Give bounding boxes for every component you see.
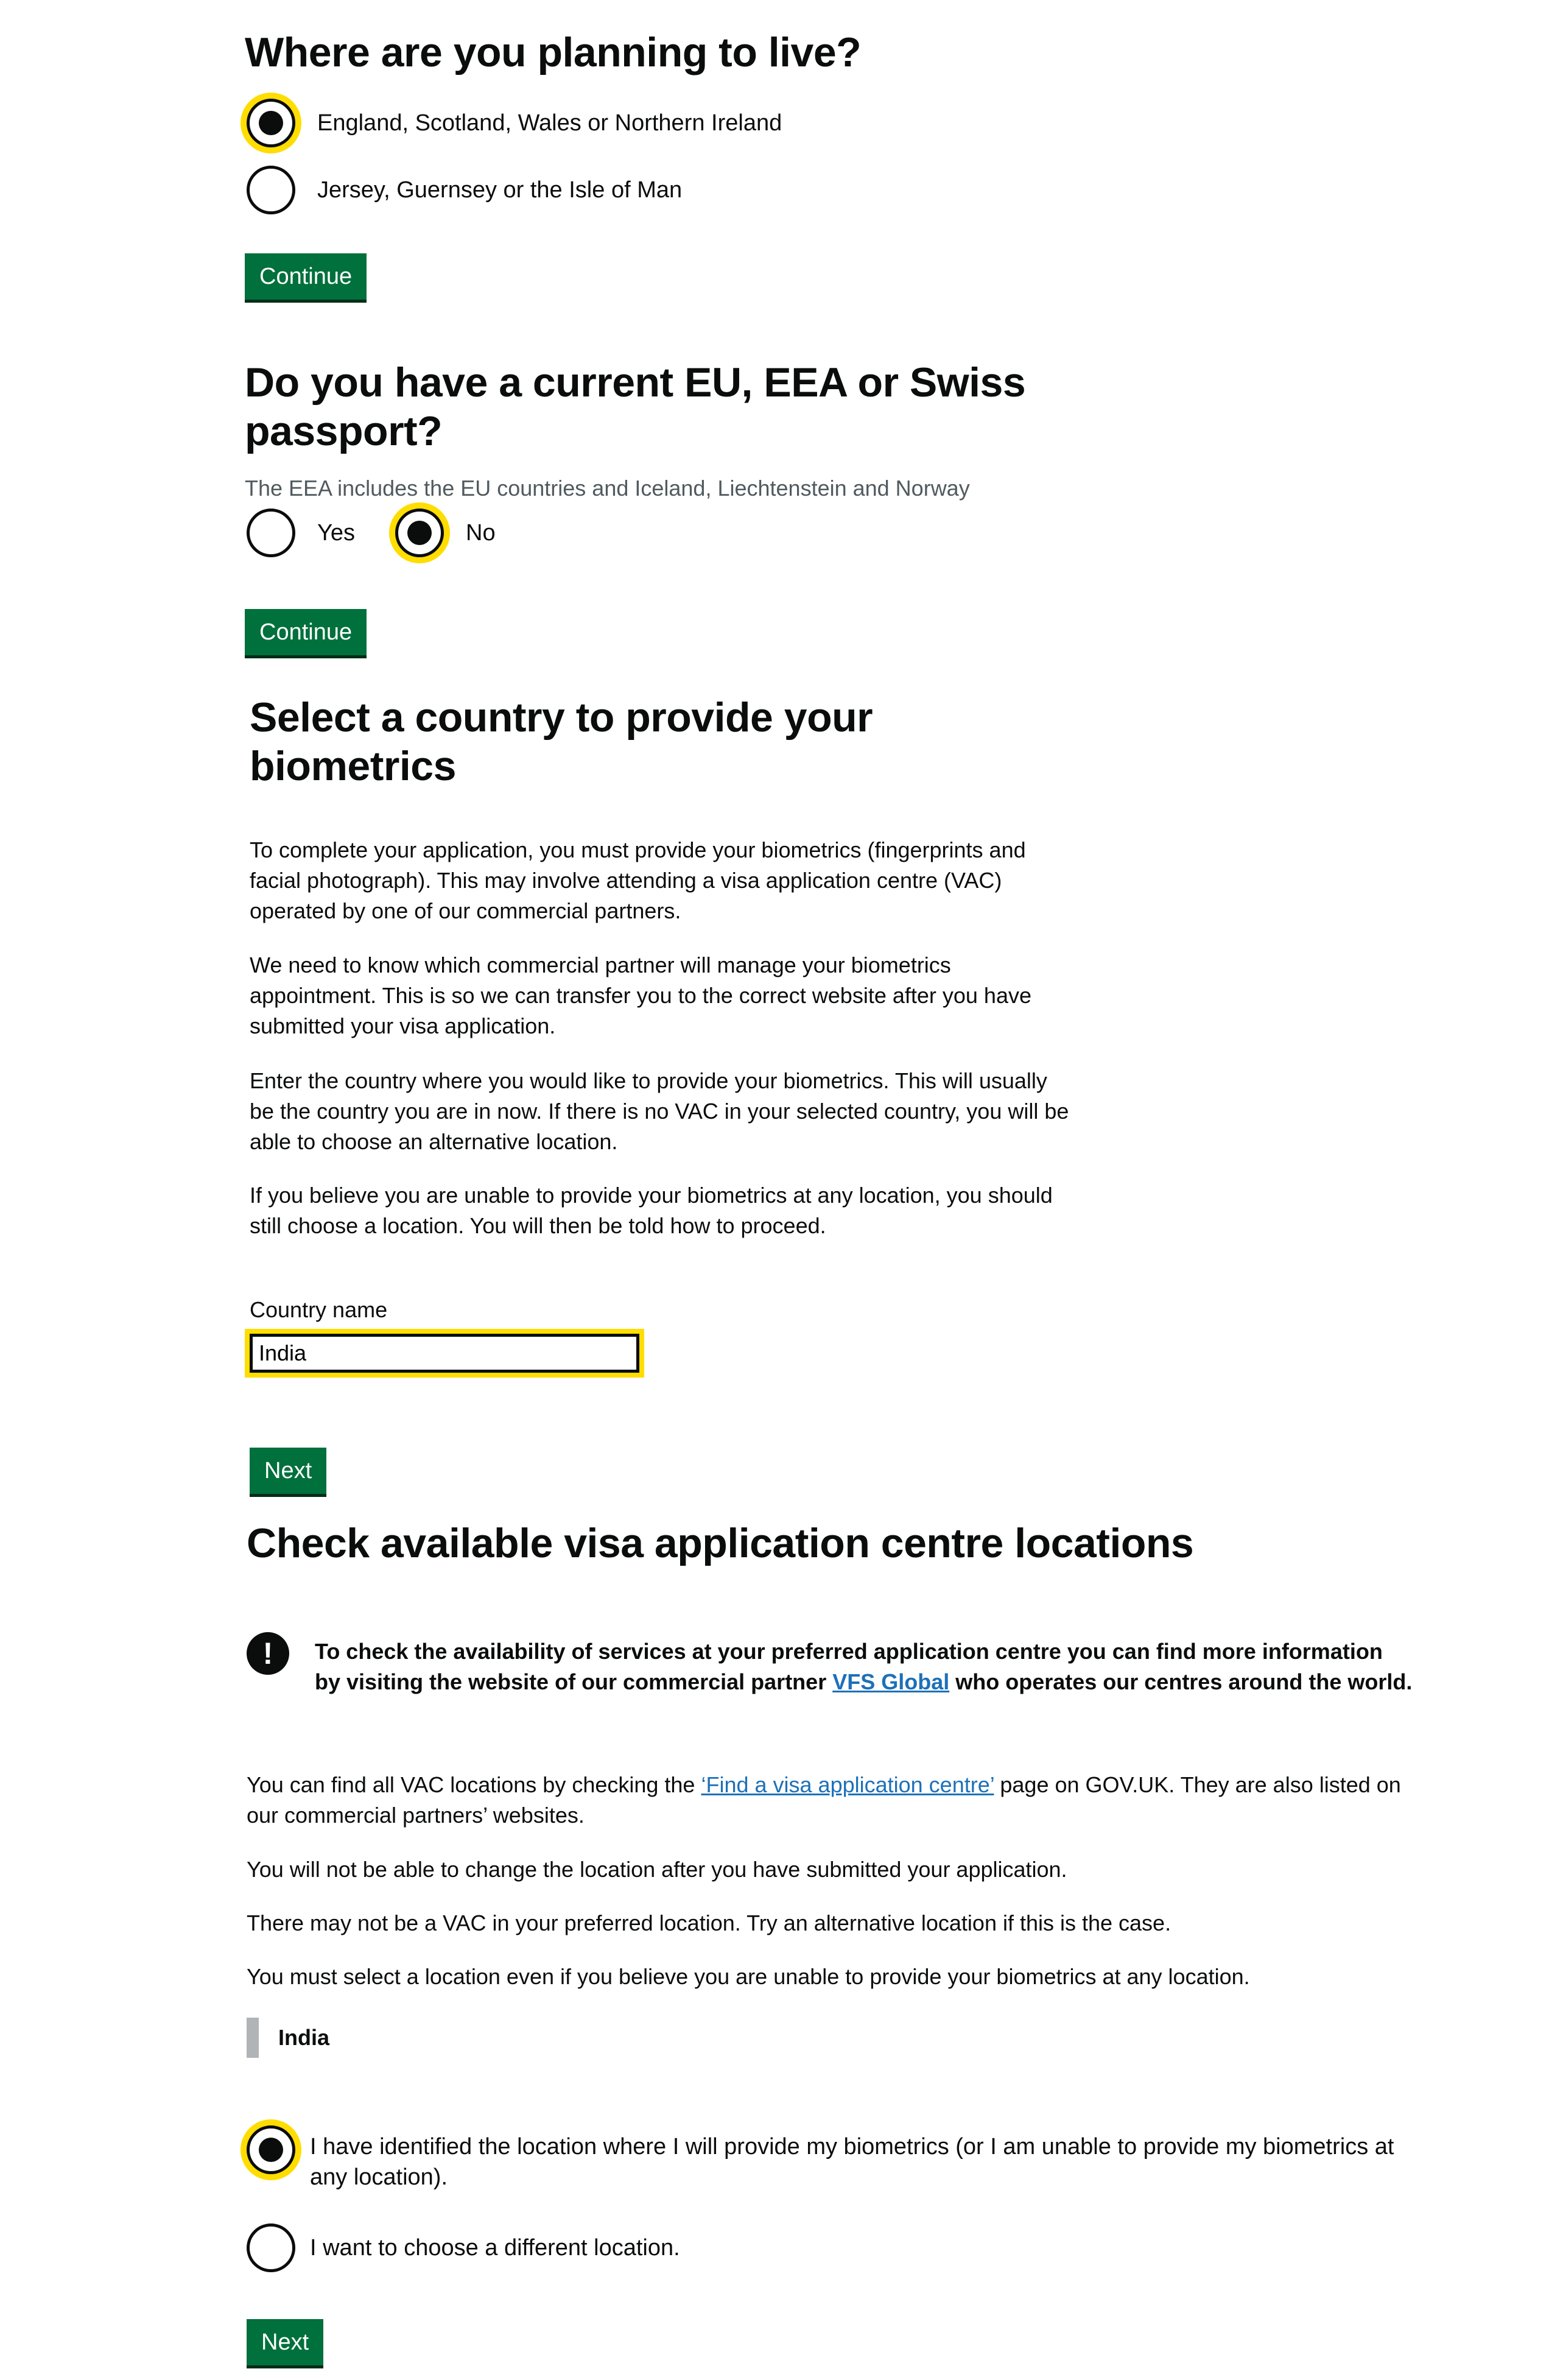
next-button-country[interactable]: Next bbox=[250, 1448, 326, 1494]
country-p1-line2: facial photograph). This may involve attending a visa application centre (VAC) bbox=[250, 868, 1002, 893]
vac-p1-pre: You can find all VAC locations by checking the bbox=[247, 1772, 701, 1797]
country-p1-line3: operated by one of our commercial partners. bbox=[250, 898, 681, 923]
vac-p1-line2: our commercial partners’ websites. bbox=[247, 1803, 585, 1828]
find-vac-link[interactable]: ‘Find a visa application centre’ bbox=[701, 1772, 994, 1797]
radio-option-different[interactable] bbox=[247, 2223, 680, 2272]
inset-country: India bbox=[278, 2025, 330, 2050]
vac-paragraph-2: You will not be able to change the location after you have submitted your application. bbox=[247, 1857, 1067, 1882]
continue-button-live[interactable]: Continue bbox=[245, 253, 367, 300]
country-p3-line2: be the country you are in now. If there is no VAC in your selected country, you will be bbox=[250, 1099, 1069, 1124]
country-p2-line3: submitted your visa application. bbox=[250, 1013, 556, 1038]
vac-paragraph-3: There may not be a VAC in your preferred location. Try an alternative location if this is the case. bbox=[247, 1910, 1171, 1935]
radio-option-identified[interactable] bbox=[247, 2125, 1394, 2192]
radio-identified[interactable] bbox=[247, 2125, 295, 2174]
radio-label-jersey: Jersey, Guernsey or the Isle of Man bbox=[317, 177, 683, 203]
radio-label-yes: Yes bbox=[317, 520, 355, 546]
inset-bar bbox=[247, 2018, 259, 2058]
warning-text bbox=[315, 1636, 1412, 1697]
country-paragraph-4 bbox=[250, 1180, 1053, 1241]
radio-label-identified-line1: I have identified the location where I will provide my biometrics (or I am unable to provide my biometrics at bbox=[310, 2134, 1394, 2160]
radio-label-no: No bbox=[466, 520, 496, 546]
warning-line2-pre: by visiting the website of our commercial partner bbox=[315, 1669, 833, 1694]
heading-passport-line1: Do you have a current EU, EEA or Swiss bbox=[245, 359, 1026, 406]
vac-paragraph-4: You must select a location even if you believe you are unable to provide your biometrics at any location. bbox=[247, 1964, 1250, 1989]
radio-option-england[interactable] bbox=[247, 99, 782, 147]
radio-option-no[interactable] bbox=[395, 509, 496, 557]
heading-vac: Check available visa application centre locations bbox=[247, 1520, 1194, 1566]
country-paragraph-1 bbox=[250, 835, 1026, 926]
warning-line2-post: who operates our centres around the world. bbox=[949, 1669, 1413, 1694]
country-p3-line1: Enter the country where you would like to provide your biometrics. This will usually bbox=[250, 1068, 1047, 1093]
warning-icon: ! bbox=[247, 1632, 289, 1675]
radio-label-identified-line2: any location). bbox=[310, 2164, 448, 2190]
vac-paragraph-1 bbox=[247, 1770, 1401, 1831]
country-p2-line2: appointment. This is so we can transfer you to the correct website after you have bbox=[250, 983, 1031, 1008]
radio-option-jersey[interactable] bbox=[247, 166, 682, 214]
country-name-input[interactable] bbox=[250, 1334, 639, 1373]
radio-no[interactable] bbox=[395, 509, 444, 557]
vac-p1-post: page on GOV.UK. They are also listed on bbox=[994, 1772, 1401, 1797]
radio-option-yes[interactable] bbox=[247, 509, 355, 557]
vfs-global-link[interactable]: VFS Global bbox=[832, 1669, 950, 1694]
radio-label-identified bbox=[310, 2132, 1394, 2192]
country-p4-line1: If you believe you are unable to provide your biometrics at any location, you should bbox=[250, 1183, 1053, 1208]
heading-live: Where are you planning to live? bbox=[245, 29, 862, 76]
radio-label-england: England, Scotland, Wales or Northern Ireland bbox=[317, 110, 782, 136]
heading-country bbox=[250, 693, 873, 790]
country-paragraph-2 bbox=[250, 950, 1031, 1041]
heading-passport bbox=[245, 358, 1025, 456]
heading-passport-line2: passport? bbox=[245, 408, 443, 454]
radio-jersey[interactable] bbox=[247, 166, 295, 214]
country-p4-line2: still choose a location. You will then be told how to proceed. bbox=[250, 1213, 826, 1238]
warning-line1: To check the availability of services at your preferred application centre you can find more information bbox=[315, 1639, 1383, 1664]
radio-different[interactable] bbox=[247, 2223, 295, 2272]
country-field-label: Country name bbox=[250, 1297, 388, 1322]
radio-label-different: I want to choose a different location. bbox=[310, 2235, 680, 2261]
continue-button-passport[interactable]: Continue bbox=[245, 609, 367, 655]
country-p1-line1: To complete your application, you must provide your biometrics (fingerprints and bbox=[250, 837, 1026, 862]
country-paragraph-3 bbox=[250, 1066, 1069, 1157]
passport-hint: The EEA includes the EU countries and Iceland, Liechtenstein and Norway bbox=[245, 476, 970, 501]
radio-yes[interactable] bbox=[247, 509, 295, 557]
heading-country-line1: Select a country to provide your bbox=[250, 694, 873, 741]
radio-england[interactable] bbox=[247, 99, 295, 147]
next-button-vac[interactable]: Next bbox=[247, 2319, 323, 2365]
country-p3-line3: able to choose an alternative location. bbox=[250, 1129, 618, 1154]
heading-country-line2: biometrics bbox=[250, 743, 456, 789]
country-p2-line1: We need to know which commercial partner will manage your biometrics bbox=[250, 952, 951, 977]
